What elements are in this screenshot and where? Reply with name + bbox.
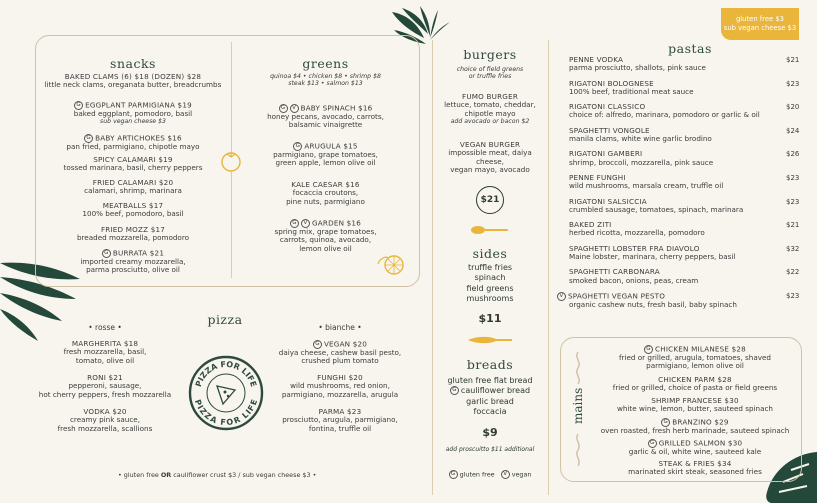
pasta-price: $26 (786, 150, 800, 159)
vegan-icon: V (290, 104, 299, 113)
snack-item: FRIED MOZZ $17 breaded mozzarella, pomodoro (76, 225, 190, 243)
pasta-item: SPAGHETTI CARBONARA smoked bacon, onions, peas, cream (569, 267, 699, 285)
pizza-bianche-item: FUNGHI $20 wild mushrooms, red onion, parmigiano, mozzarella, arugula (281, 373, 399, 399)
snack-item: FRIED CALAMARI $20 calamari, shrimp, marinara (84, 178, 182, 196)
pizza-title: pizza (207, 312, 243, 327)
snack-item: G BURRATA $21 imported creamy mozzarella, parma prosciutto, olive oil (80, 248, 186, 275)
pasta-item: RIGATONI BOLOGNESE 100% beef, traditional meat sauce (569, 78, 694, 96)
pasta-price: $22 (786, 268, 800, 277)
corner-note-line1: gluten free $3 (735, 15, 785, 23)
bread-item: gluten free flat bread (447, 376, 533, 385)
pizza-rosse-item: RONI $21 pepperoni, sausage, hot cherry peppers, fresh mozzarella (38, 373, 172, 399)
breads-list (434, 376, 546, 418)
pizza-bianche-item: PARMA $23 prosciutto, arugula, parmigiano, fontina, truffle oil (282, 407, 398, 433)
bread-item: foccacia (473, 407, 507, 417)
pasta-price: $21 (786, 221, 800, 230)
burger-item: FUMO BURGER lettuce, tomato, cheddar, chipotle mayo add avocado or bacon $2 (444, 92, 536, 125)
pasta-item: RIGATONI CLASSICO choice of: alfredo, marinara, pomodoro or garlic & oil (569, 102, 760, 120)
pasta-price: $24 (786, 126, 800, 135)
breads-note: add proscuitto $11 additional (445, 446, 535, 453)
vegan-icon: V (501, 470, 510, 479)
gluten-free-icon: G (648, 439, 657, 448)
pasta-item: V SPAGHETTI VEGAN PESTO organic cashew nuts, fresh basil, baby spinach (569, 292, 769, 309)
snack-item: G BABY ARTICHOKES $16 pan fried, parmigiano, chipotle mayo (66, 133, 200, 151)
diet-legend: G gluten free V vegan (434, 470, 546, 479)
gluten-free-icon: G (74, 101, 83, 110)
burger-item: VEGAN BURGER impossible meat, daiya cheese, vegan mayo, avocado (448, 140, 532, 174)
side-item: field greens (466, 283, 514, 293)
pizza-footer-note: • gluten free OR cauliflower crust $3 / sub vegan cheese $3 • (118, 471, 317, 479)
pasta-item: SPAGHETTI VONGOLE manila clams, white wine garlic brodino (569, 125, 712, 144)
gluten-free-icon: G (290, 219, 299, 228)
pasta-item: BAKED ZITI herbed ricotta, mozzarella, pomodoro (569, 220, 705, 238)
pasta-price: $23 (786, 79, 800, 88)
svg-text:PIZZA FOR LIFE: PIZZA FOR LIFE (193, 359, 259, 388)
greens-item: G V GARDEN $16 spring mix, grape tomatoes, carrots, quinoa, avocado, lemon olive oil (274, 218, 377, 253)
main-item: G BRANZINO $29 oven roasted, fresh herb marinade, sauteed spinach (600, 417, 790, 435)
snack-item: G EGGPLANT PARMIGIANA $19 baked eggplant, pomodoro, basil sub vegan cheese $3 (73, 100, 193, 126)
vegan-icon: V (301, 219, 310, 228)
snack-item: BAKED CLAMS (6) $18 (DOZEN) $28 little neck clams, oreganata butter, breadcrumbs (44, 72, 222, 90)
main-item: CHICKEN PARM $28 fried or grilled, choice of pasta or field greens (612, 375, 778, 393)
rosse-label: • rosse • (88, 323, 122, 332)
spoon-icon (470, 224, 510, 236)
burgers-title: burgers (463, 47, 517, 62)
knife-icon (466, 335, 514, 345)
greens-title: greens (302, 56, 349, 71)
pasta-item: RIGATONI SALSICCIA crumbled sausage, tomatoes, spinach, marinara (569, 196, 744, 214)
snacks-title: snacks (110, 56, 156, 71)
bread-item: garlic bread (466, 396, 514, 406)
greens-item: KALE CAESAR $16 focaccia croutons, pine nuts, parmigiano (286, 180, 365, 206)
pasta-item: RIGATONI GAMBERI shrimp, broccoli, mozzarella, pink sauce (569, 149, 714, 167)
main-item: G CHICKEN MILANESE $28 fried or grilled, arugula, tomatoes, shaved parmigiano, lemon olive oil (619, 344, 771, 371)
main-item: G GRILLED SALMON $30 garlic & oil, white wine, sauteed kale (628, 438, 762, 456)
pasta-item: PENNE FUNGHI wild mushrooms, marsala cream, truffle oil (569, 173, 724, 191)
pasta-item: PENNE VODKA parma prosciutto, shallots, pink sauce (569, 55, 706, 73)
greens-item: G ARUGULA $15 parmigiano, grape tomatoes, green apple, lemon olive oil (273, 141, 378, 168)
svg-text:PIZZA FOR LIFE: PIZZA FOR LIFE (192, 398, 260, 428)
pasta-price: $23 (786, 197, 800, 206)
greens-addons: quinoa $4 • chicken $8 • shrimp $8 steak $13 • salmon $13 (270, 73, 381, 88)
gluten-free-icon: G (102, 249, 111, 258)
breads-title: breads (466, 357, 514, 372)
snack-item: SPICY CALAMARI $19 tossed marinara, basil, cherry peppers (63, 155, 203, 173)
pastas-title: pastas (668, 41, 712, 56)
squiggle-icon (572, 432, 584, 472)
side-item: spinach (474, 273, 506, 283)
burgers-price: $21 (476, 186, 504, 214)
pizza-rosse-item: MARGHERITA $18 fresh mozzarella, basil, tomato, olive oil (63, 339, 147, 365)
gluten-free-icon: G (644, 345, 653, 354)
pizza-bianche-item: G VEGAN $20 daiya cheese, cashew basil pesto, crushed plum tomato (278, 339, 402, 366)
greens-item: G V BABY SPINACH $16 honey pecans, avocado, carrots, balsamic vinaigrette (267, 103, 384, 130)
pasta-price: $23 (786, 292, 800, 300)
sides-title: sides (472, 246, 508, 261)
pizza-rosse-item: VODKA $20 creamy pink sauce, fresh mozzarella, scallions (57, 407, 153, 433)
gluten-free-icon: G (450, 386, 459, 395)
gluten-free-icon: G (84, 134, 93, 143)
mains-title: mains (571, 387, 585, 424)
squiggle-icon (572, 350, 584, 390)
vegan-icon: V (557, 292, 566, 301)
gluten-free-icon: G (313, 340, 322, 349)
side-item: truffle fries (467, 263, 513, 272)
pasta-price: $32 (786, 244, 800, 253)
breads-price: $9 (482, 426, 498, 439)
gluten-free-icon: G (449, 470, 458, 479)
gluten-free-icon: G (293, 142, 302, 151)
burgers-subtitle: choice of field greens or truffle fries (456, 66, 524, 81)
bianche-label: • bianche • (318, 323, 362, 332)
sides-price: $11 (478, 312, 502, 325)
corner-note (721, 8, 799, 40)
bread-item: G cauliflower bread (434, 386, 546, 396)
pasta-price: $23 (786, 174, 800, 182)
side-item: mushrooms (466, 294, 514, 304)
main-item: STEAK & FRIES $34 marinated skirt steak, seasoned fries (628, 459, 762, 477)
gluten-free-icon: G (279, 104, 288, 113)
pasta-item: SPAGHETTI LOBSTER FRA DIAVOLO Maine lobster, marinara, cherry peppers, basil (569, 243, 736, 262)
pasta-price: $21 (786, 56, 800, 64)
snack-item: MEATBALLS $17 100% beef, pomodoro, basil (82, 201, 184, 219)
lemon-icon (376, 250, 406, 278)
center-left-divider (432, 40, 433, 495)
pizza-for-life-seal-icon (187, 354, 265, 432)
sides-list (434, 263, 546, 305)
pasta-price: $20 (786, 103, 800, 112)
corner-note-line2: sub vegan cheese $3 (723, 24, 797, 33)
gluten-free-icon: G (661, 418, 670, 427)
main-item: SHRIMP FRANCESE $30 white wine, lemon, butter, sauteed spinach (616, 396, 773, 414)
center-right-divider (548, 40, 549, 495)
